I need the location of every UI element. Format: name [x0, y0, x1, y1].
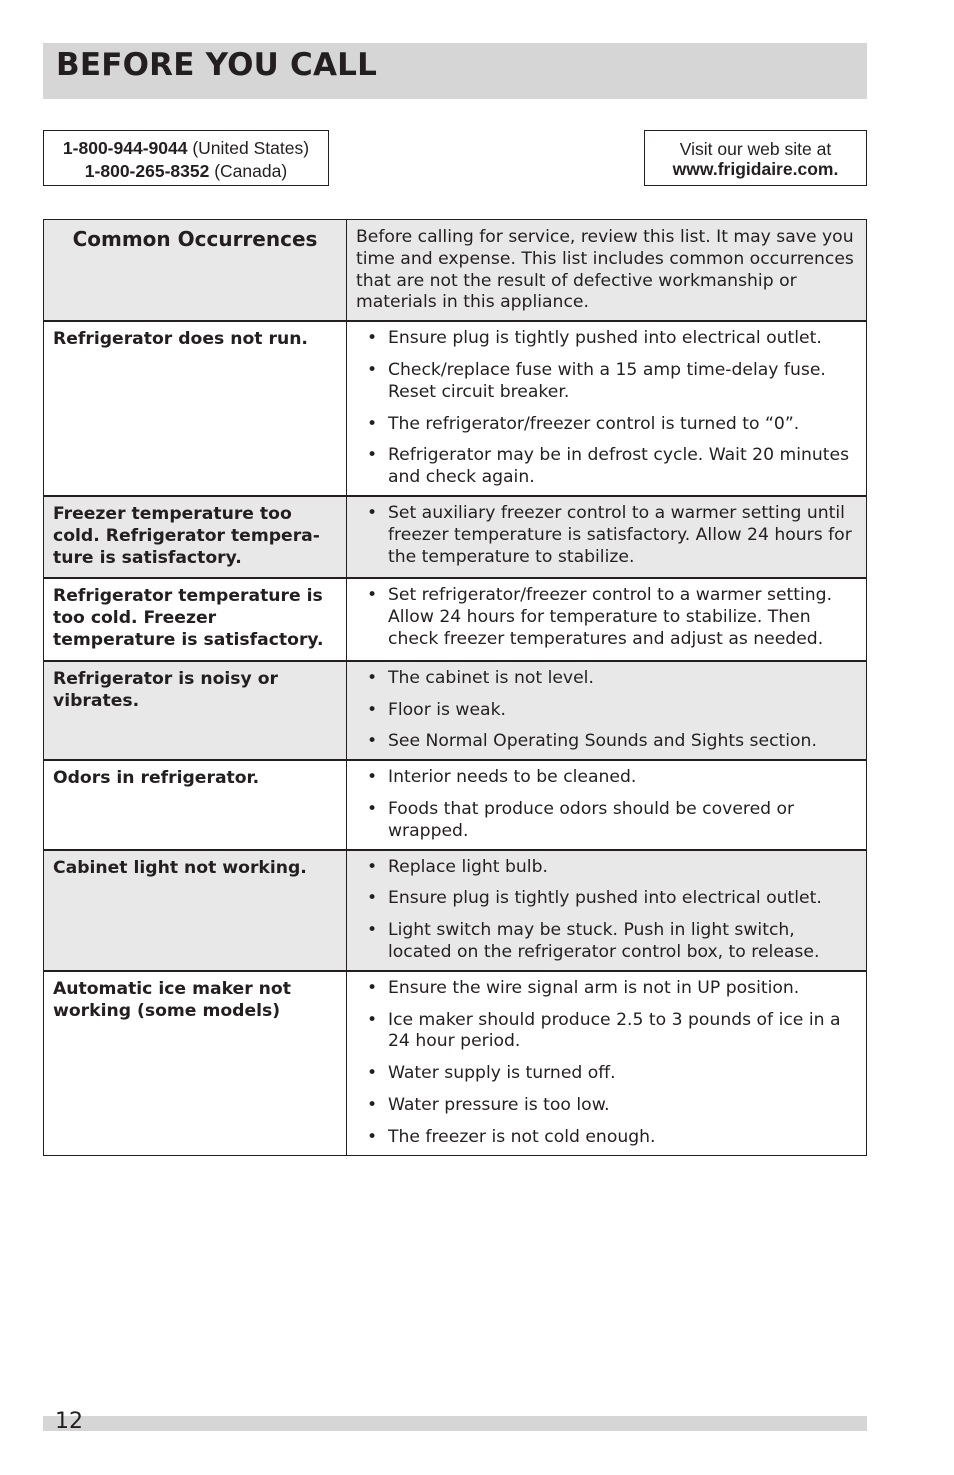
list-item: • See Normal Operating Sounds and Sights section.	[367, 731, 856, 753]
problem-cell: Refrigerator does not run.	[44, 321, 347, 496]
problem-cell: Odors in refrigerator.	[44, 760, 347, 849]
problem-cell: Automatic ice maker not working (some models)	[44, 971, 347, 1155]
page-number: 12	[55, 1409, 83, 1434]
page-title: BEFORE YOU CALL	[56, 47, 378, 83]
solution-list	[367, 585, 856, 650]
list-item: • Ice maker should produce 2.5 to 3 pounds of ice in a 24 hour period.	[367, 1010, 856, 1054]
table-row	[44, 321, 867, 496]
solution-list	[367, 503, 856, 568]
website-intro: Visit our web site at	[679, 139, 832, 159]
website-box	[644, 130, 867, 186]
table-header-row	[44, 220, 867, 322]
problem-cell: Cabinet light not working.	[44, 850, 347, 971]
us-phone-label: (United States)	[192, 138, 310, 158]
table-row	[44, 661, 867, 760]
phone-numbers-box	[43, 130, 329, 186]
table-row	[44, 760, 867, 849]
list-item: • Interior needs to be cleaned.	[367, 767, 856, 789]
us-phone-line	[44, 137, 328, 160]
problem-cell: Refrigerator temperature is too cold. Freezer temperature is satisfactory.	[44, 578, 347, 660]
troubleshooting-table	[43, 219, 867, 1156]
list-item: • Set refrigerator/freezer control to a warmer setting. Allow 24 hours for temperature to stabilize. Then check freezer temperatures and adjust as needed.	[367, 585, 856, 650]
list-item: • Water pressure is too low.	[367, 1095, 856, 1117]
solution-cell	[347, 578, 867, 660]
list-item: • Ensure plug is tightly pushed into electrical outlet.	[367, 328, 856, 350]
ca-phone-line	[44, 160, 328, 183]
solution-cell	[347, 661, 867, 760]
list-item: • Light switch may be stuck. Push in light switch, located on the refrigerator control box, to release.	[367, 920, 856, 964]
solution-list	[367, 328, 856, 489]
list-item: • Floor is weak.	[367, 700, 856, 722]
solution-cell	[347, 971, 867, 1155]
list-item: • Foods that produce odors should be covered or wrapped.	[367, 799, 856, 843]
us-phone-number: 1-800-944-9044	[62, 138, 188, 158]
problem-cell: Refrigerator is noisy or vibrates.	[44, 661, 347, 760]
list-item: • The refrigerator/freezer control is turned to “0”.	[367, 414, 856, 436]
title-bar	[43, 43, 867, 99]
solution-list	[367, 668, 856, 753]
list-item: • Check/replace fuse with a 15 amp time-delay fuse. Reset circuit breaker.	[367, 360, 856, 404]
website-url: www.frigidaire.com.	[672, 159, 839, 179]
solution-list	[367, 857, 856, 964]
ca-phone-label: (Canada)	[214, 161, 288, 181]
list-item: • The cabinet is not level.	[367, 668, 856, 690]
list-item: • Replace light bulb.	[367, 857, 856, 879]
solution-cell	[347, 496, 867, 578]
table-row	[44, 971, 867, 1155]
table-heading: Common Occurrences	[44, 220, 347, 322]
table-row	[44, 850, 867, 971]
footer-bar	[43, 1416, 867, 1431]
list-item: • Ensure the wire signal arm is not in UP position.	[367, 978, 856, 1000]
list-item: • Set auxiliary freezer control to a warmer setting until freezer temperature is satisfactory. Allow 24 hours for the temperature to stabilize.	[367, 503, 856, 568]
solution-list	[367, 978, 856, 1149]
list-item: • The freezer is not cold enough.	[367, 1127, 856, 1149]
ca-phone-number: 1-800-265-8352	[84, 161, 210, 181]
table-intro: Before calling for service, review this list. It may save you time and expense. This list includes common occurrences that are not the result of defective workmanship or materials in this appliance.	[347, 220, 867, 322]
problem-cell: Freezer temperature too cold. Refrigerator tempera-ture is satisfactory.	[44, 496, 347, 578]
table-row	[44, 578, 867, 660]
solution-cell	[347, 760, 867, 849]
list-item: • Refrigerator may be in defrost cycle. Wait 20 minutes and check again.	[367, 445, 856, 489]
solution-cell	[347, 321, 867, 496]
list-item: • Water supply is turned off.	[367, 1063, 856, 1085]
list-item: • Ensure plug is tightly pushed into electrical outlet.	[367, 888, 856, 910]
solution-cell	[347, 850, 867, 971]
solution-list	[367, 767, 856, 842]
table-row	[44, 496, 867, 578]
